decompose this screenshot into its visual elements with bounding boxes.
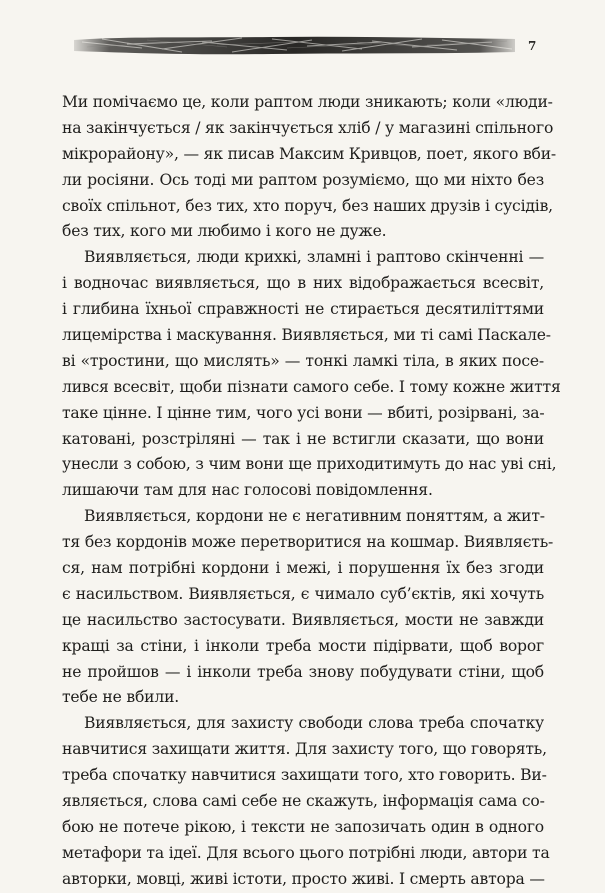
text-line: авторки, мовці, живі істоти, просто живі. І смерть автора — <box>62 869 545 888</box>
paragraph-2 <box>62 245 561 504</box>
page-number: 7 <box>528 39 537 53</box>
text-line: це насильство застосувати. Виявляється, мости не завжди <box>62 610 544 629</box>
brush-stroke-graphic <box>72 30 517 60</box>
text-line: лицемірства і маскування. Виявляється, ми ті самі Паскале- <box>62 326 551 345</box>
text-line: без тих, кого ми любимо і кого не дуже. <box>62 222 387 241</box>
text-line: тя без кордонів може перетворитися на кошмар. Виявляєть- <box>62 533 554 552</box>
text-line: ся, нам потрібні кордони і межі, і порушення їх без згоди <box>62 559 544 578</box>
text-line: бою не потече рікою, і тексти не запозичать один в одного <box>62 817 544 836</box>
body-text <box>62 90 561 893</box>
text-line: є насильством. Виявляється, є чимало суб’єктів, які хочуть <box>62 584 544 603</box>
text-line: треба спочатку навчитися захищати того, хто говорить. Ви- <box>62 766 547 785</box>
text-line: тебе не вбили. <box>62 688 180 707</box>
text-line: мікрорайону», — як писав Максим Кривцов, поет, якого вби- <box>62 144 556 163</box>
text-line: кращі за стіни, і інколи треба мости підірвати, щоб ворог <box>62 636 544 655</box>
text-line: Виявляється, для захисту свободи слова треба спочатку <box>84 714 544 733</box>
text-line: і водночас виявляється, що в них відображається всесвіт, <box>62 274 544 293</box>
paragraph-1 <box>62 90 556 245</box>
text-line: Виявляється, люди крихкі, зламні і раптово скінченні — <box>84 248 544 267</box>
text-line: катовані, розстріляні — так і не встигли сказати, що вони <box>62 429 544 448</box>
text-line: таке цінне. І цінне тим, чого усі вони — вбиті, розірвані, за- <box>62 403 545 422</box>
text-line: метафори та ідеї. Для всього цього потрібні люди, автори та <box>62 843 550 862</box>
paragraph-3 <box>62 504 554 711</box>
text-line: являється, слова самі себе не скажуть, інформація сама со- <box>62 792 545 811</box>
text-line: унесли з собою, з чим вони ще приходитимуть до нас уві сні, <box>62 455 557 474</box>
text-line: на закінчується / як закінчується хліб / у магазині спільного <box>62 118 554 137</box>
text-line: ві «тростини, що мислять» — тонкі ламкі тіла, в яких посе- <box>62 351 544 370</box>
brush-stroke-header-decoration <box>72 30 517 60</box>
text-line: своїх спільнот, без тих, хто поруч, без наших друзів і сусідів, <box>62 196 553 215</box>
text-line: Виявляється, кордони не є негативним поняттям, а жит- <box>84 507 545 526</box>
text-line: лився всесвіт, щоби пізнати самого себе. І тому кожне життя <box>62 377 561 396</box>
text-line: лишаючи там для нас голосові повідомлення. <box>62 481 433 500</box>
text-line: і глибина їхньої справжності не стирається десятиліттями <box>62 300 544 319</box>
text-line: Ми помічаємо це, коли раптом люди зникають; коли «люди- <box>62 93 553 111</box>
text-line: не пройшов — і інколи треба знову побудувати стіни, щоб <box>62 662 544 681</box>
paragraph-4 <box>62 711 550 892</box>
text-line: ли росіяни. Ось тоді ми раптом розуміємо, що ми ніхто без <box>62 170 544 189</box>
text-line: навчитися захищати життя. Для захисту того, що говорять, <box>62 740 547 759</box>
